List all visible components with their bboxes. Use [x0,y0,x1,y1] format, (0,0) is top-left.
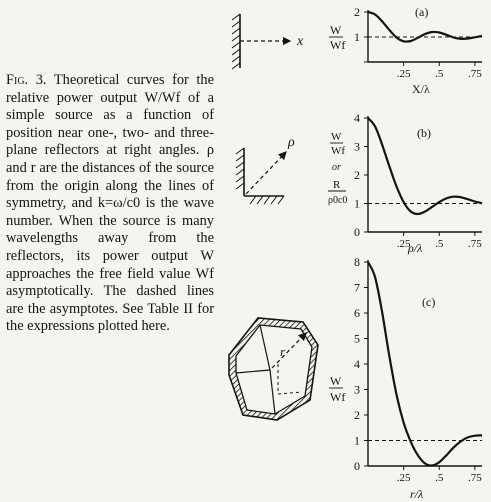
hatch-marks-a [232,14,240,69]
chart-b-ylabel-alt-den: ρ0c0 [328,195,348,206]
chart-b-ylabel-alt: or [332,162,341,173]
chart-c-x-tick-label: .5 [435,472,444,484]
chart-b-x-tick-label: .25 [396,238,411,250]
chart-c-ylabel-num: W [330,374,342,388]
chart-a-y-tick-label: 1 [354,30,360,44]
chart-c-y-tick-label: 2 [354,408,360,422]
chart-b-panel-label: (b) [417,126,431,140]
chart-c-ylabel-den: Wf [330,390,346,404]
chart-c-y-tick-label: 5 [354,331,360,346]
chart-a-panel-label: (a) [415,5,429,19]
chart-b-y-tick-label: 2 [354,168,360,182]
chart-c [329,295,435,501]
diagram-two-plane [236,135,295,204]
chart-a-xlabel: X/λ [412,82,430,96]
chart-b-x-tick-label: .5 [435,238,444,250]
chart-b [328,126,431,255]
chart-b-ylabel-num: W [331,131,342,143]
chart-b-y-tick-label: 0 [354,225,360,239]
chart-a-x-tick-label: .5 [435,68,444,80]
chart-c-y-tick-label: 0 [354,459,360,473]
chart-a-ylabel-num: W [330,23,342,37]
diagram-three-plane [229,318,318,420]
chart-c-y-tick-label: 7 [354,280,360,295]
chart-b-ylabel-den: Wf [331,145,346,157]
chart-b-y-tick-label: 3 [354,139,360,154]
chart-a-x-tick-label: .75 [468,68,482,80]
chart-c-curve [368,262,482,466]
chart-b-x-tick-label: .75 [468,238,482,250]
chart-a-x-tick-label: .25 [396,68,411,80]
chart-b-y-tick-label: 1 [354,196,360,211]
chart-b-xlabel: ρ/λ [408,241,423,255]
chart-c-panel-label: (c) [422,295,436,309]
chart-c-y-tick-label: 6 [354,306,360,320]
diagram-one-plane [232,14,304,69]
chart-c-y-tick-label: 8 [354,255,360,269]
caption-text: Theoretical curves for the relative power output W/Wf of a simple source as a function of position near one-, two- and three-plane reflectors at right angles. ρ and r are the distances of the source from the origin along the lines of symmetry, and k=ω/c0 is the wave number. When the source is many wavelengths away from the reflectors, its power output W approaches the free field value Wf asymptotically. The dashed lines are the asymptotes. See Table II for the expressions plotted here. [6,72,214,335]
chart-a-ylabel-den: Wf [330,38,346,52]
chart-c-y-tick-label: 3 [354,382,360,397]
chart-c-x-tick-label: .25 [396,472,411,484]
chart-c-x-tick-label: .75 [468,472,482,484]
chart-c-y-tick-label: 1 [354,433,360,448]
chart-a-y-tick-label: 2 [354,5,360,19]
r-axis-label: r [280,344,286,359]
chart-c-y-tick-label: 4 [354,357,360,371]
chart-b-y-tick-label: 4 [354,111,360,125]
x-axis-label: x [297,34,304,49]
rho-arrow [246,152,286,194]
rho-axis-label: ρ [288,135,295,150]
chart-b-ylabel-alt-num: R [333,179,341,191]
figure-label: Fig. 3. [6,72,47,88]
chart-c-xlabel: r/λ [410,487,424,501]
